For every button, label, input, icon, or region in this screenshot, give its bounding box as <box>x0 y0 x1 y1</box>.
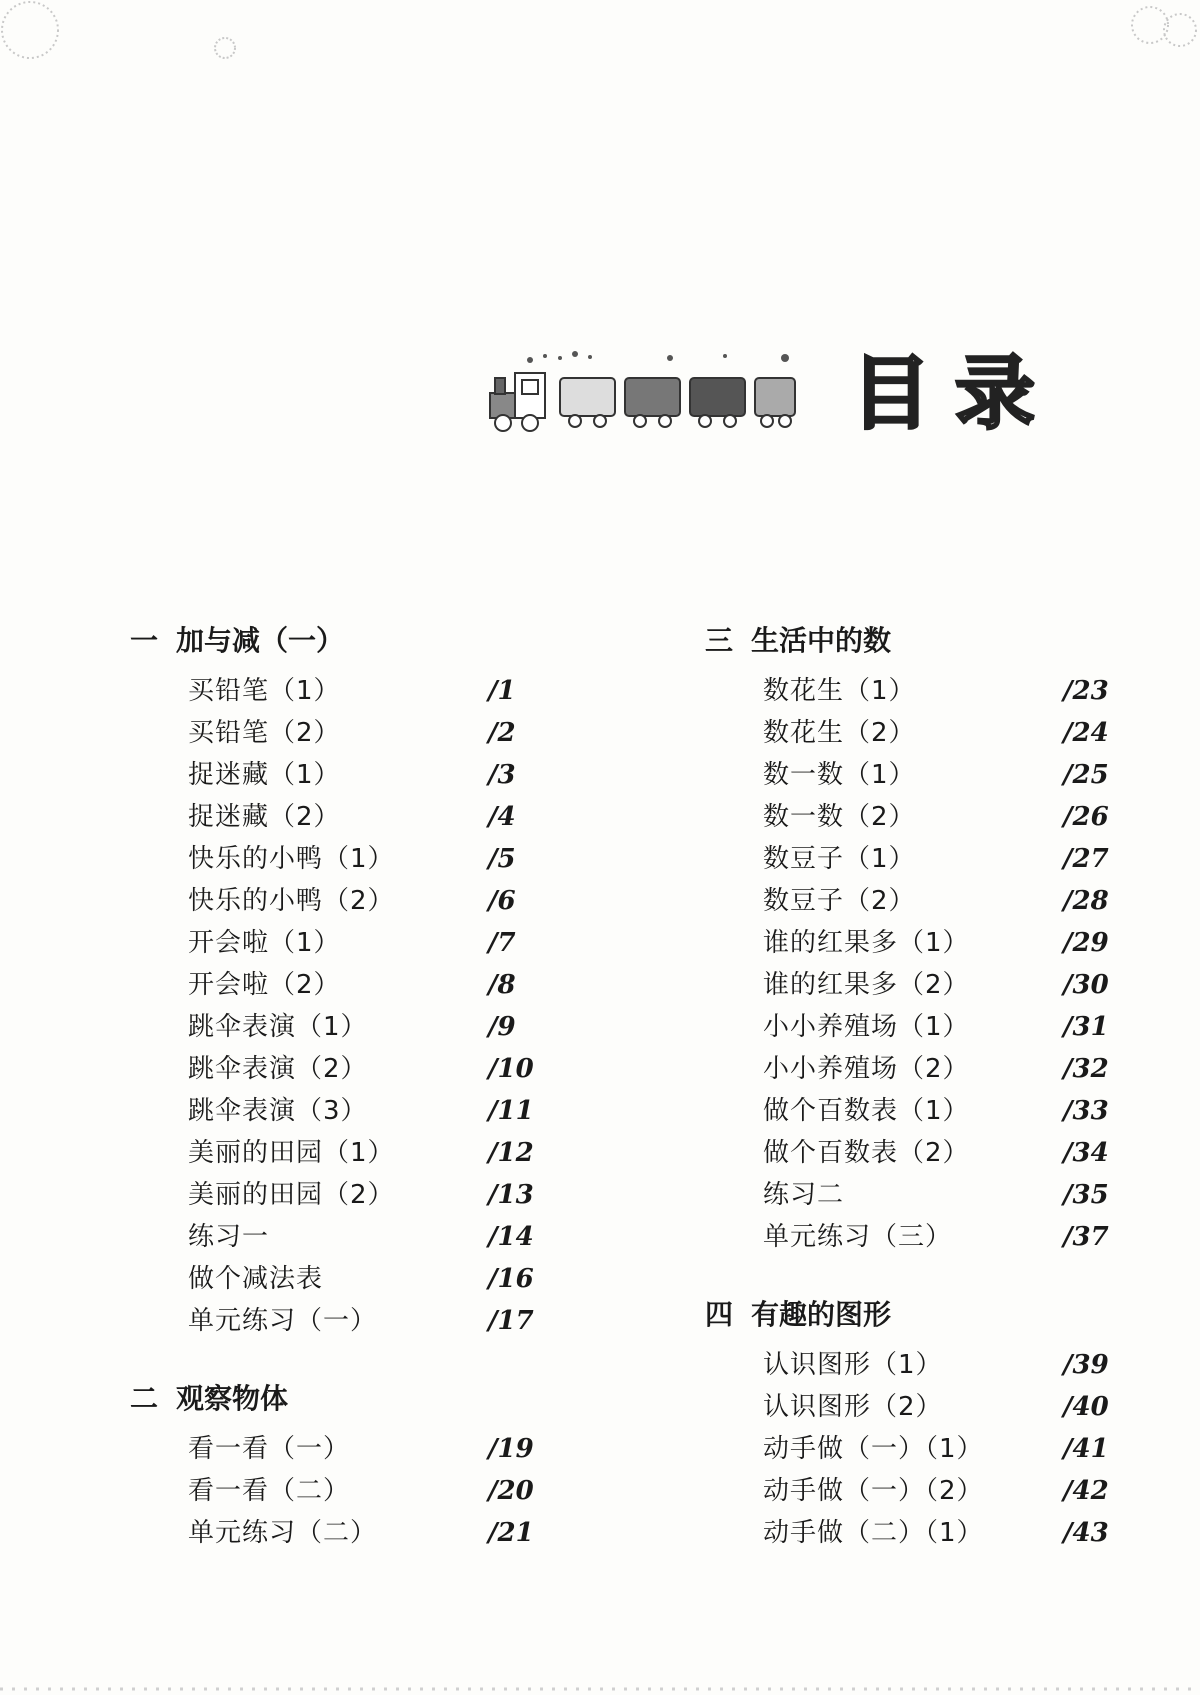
toc-header <box>485 348 1045 448</box>
toc-entry[interactable] <box>705 1428 1175 1470</box>
entry-label: 捉迷藏（1） <box>188 760 341 790</box>
entry-page: /41 <box>1063 1434 1109 1464</box>
toc-entry[interactable] <box>130 880 600 922</box>
toc-entry[interactable] <box>705 754 1175 796</box>
entry-page: /3 <box>488 760 516 790</box>
section-heading <box>130 1378 600 1420</box>
entry-label: 动手做（一）（2） <box>763 1476 984 1506</box>
entry-label: 数一数（2） <box>763 802 916 832</box>
entry-page: /23 <box>1063 676 1109 706</box>
entry-page: /30 <box>1063 970 1109 1000</box>
toc-entry[interactable] <box>130 670 600 712</box>
entry-label: 数一数（1） <box>763 760 916 790</box>
entry-page: /31 <box>1063 1012 1109 1042</box>
toc-entry[interactable] <box>705 1174 1175 1216</box>
toc-entry[interactable] <box>705 1216 1175 1258</box>
toc-section <box>130 620 600 1342</box>
toc-entry[interactable] <box>130 712 600 754</box>
entry-page: /25 <box>1063 760 1109 790</box>
entry-label: 买铅笔（2） <box>188 718 341 748</box>
train-icon <box>485 348 825 438</box>
entry-label: 单元练习（三） <box>763 1222 953 1252</box>
entry-page: /14 <box>488 1222 534 1252</box>
toc-entry[interactable] <box>705 1090 1175 1132</box>
entry-label: 动手做（二）（1） <box>763 1518 984 1548</box>
entry-page: /4 <box>488 802 516 832</box>
entry-page: /39 <box>1063 1350 1109 1380</box>
toc-entry[interactable] <box>130 1216 600 1258</box>
page-edge-noise <box>0 1681 1200 1695</box>
section-number: 二 <box>130 1382 159 1415</box>
toc-entry[interactable] <box>130 1090 600 1132</box>
entry-page: /43 <box>1063 1518 1109 1548</box>
entry-label: 小小养殖场（1） <box>763 1012 970 1042</box>
toc-entry[interactable] <box>130 1132 600 1174</box>
toc-entry[interactable] <box>705 964 1175 1006</box>
toc-entry[interactable] <box>705 1132 1175 1174</box>
section-number: 一 <box>130 624 159 657</box>
entry-label: 跳伞表演（2） <box>188 1054 368 1084</box>
toc-entry[interactable] <box>130 922 600 964</box>
section-title: 有趣的图形 <box>751 1298 892 1331</box>
entry-label: 美丽的田园（1） <box>188 1138 395 1168</box>
toc-entry[interactable] <box>705 922 1175 964</box>
entry-label: 看一看（一） <box>188 1434 351 1464</box>
toc-entry[interactable] <box>705 1470 1175 1512</box>
toc-entry[interactable] <box>705 712 1175 754</box>
entry-page: /29 <box>1063 928 1109 958</box>
entry-label: 单元练习（二） <box>188 1518 378 1548</box>
toc-entry[interactable] <box>705 670 1175 712</box>
entry-page: /26 <box>1063 802 1109 832</box>
section-number: 三 <box>705 624 734 657</box>
entry-page: /42 <box>1063 1476 1109 1506</box>
entry-page: /21 <box>488 1518 534 1548</box>
entry-page: /17 <box>488 1306 534 1336</box>
entry-label: 跳伞表演（3） <box>188 1096 368 1126</box>
section-heading <box>705 1294 1175 1336</box>
toc-entry[interactable] <box>705 1512 1175 1554</box>
entry-page: /16 <box>488 1264 534 1294</box>
entry-page: /28 <box>1063 886 1109 916</box>
toc-entry[interactable] <box>705 796 1175 838</box>
entry-page: /7 <box>488 928 516 958</box>
entry-page: /8 <box>488 970 516 1000</box>
entry-page: /40 <box>1063 1392 1109 1422</box>
toc-column-right <box>705 620 1175 1590</box>
entry-label: 开会啦（1） <box>188 928 341 958</box>
toc-entry[interactable] <box>130 1512 600 1554</box>
toc-entry[interactable] <box>705 1006 1175 1048</box>
toc-entry[interactable] <box>130 1300 600 1342</box>
entry-label: 美丽的田园（2） <box>188 1180 395 1210</box>
section-number: 四 <box>705 1298 734 1331</box>
section-title: 观察物体 <box>176 1382 289 1415</box>
toc-entry[interactable] <box>705 880 1175 922</box>
toc-section <box>130 1378 600 1554</box>
toc-section <box>705 1294 1175 1554</box>
entry-label: 练习一 <box>188 1222 270 1252</box>
toc-section <box>705 620 1175 1258</box>
entry-page: /9 <box>488 1012 516 1042</box>
entry-page: /11 <box>488 1096 534 1126</box>
entry-page: /6 <box>488 886 516 916</box>
page-title-char-1: 目 <box>851 347 931 440</box>
entry-label: 做个百数表（2） <box>763 1138 970 1168</box>
entry-label: 数花生（1） <box>763 676 916 706</box>
entry-label: 练习二 <box>763 1180 845 1210</box>
section-heading <box>705 620 1175 662</box>
toc-entry[interactable] <box>705 838 1175 880</box>
entry-label: 数豆子（1） <box>763 844 916 874</box>
toc-entry[interactable] <box>705 1048 1175 1090</box>
toc-entry[interactable] <box>130 838 600 880</box>
entry-label: 捉迷藏（2） <box>188 802 341 832</box>
entry-page: /35 <box>1063 1180 1109 1210</box>
entry-page: /1 <box>488 676 516 706</box>
toc-entry[interactable] <box>705 1344 1175 1386</box>
toc-entry[interactable] <box>130 1048 600 1090</box>
entry-label: 看一看（二） <box>188 1476 351 1506</box>
entry-label: 谁的红果多（2） <box>763 970 970 1000</box>
entry-page: /24 <box>1063 718 1109 748</box>
entry-page: /19 <box>488 1434 534 1464</box>
section-title: 生活中的数 <box>751 624 892 657</box>
entry-label: 数豆子（2） <box>763 886 916 916</box>
entry-page: /2 <box>488 718 516 748</box>
section-heading <box>130 620 600 662</box>
section-title: 加与减（一） <box>176 624 345 657</box>
toc-entry[interactable] <box>130 964 600 1006</box>
entry-label: 买铅笔（1） <box>188 676 341 706</box>
toc-entry[interactable] <box>705 1386 1175 1428</box>
entry-page: /12 <box>488 1138 534 1168</box>
toc-entry[interactable] <box>130 1174 600 1216</box>
entry-label: 做个百数表（1） <box>763 1096 970 1126</box>
entry-label: 开会啦（2） <box>188 970 341 1000</box>
entry-label: 数花生（2） <box>763 718 916 748</box>
entry-label: 认识图形（2） <box>763 1392 943 1422</box>
entry-page: /5 <box>488 844 516 874</box>
entry-page: /32 <box>1063 1054 1109 1084</box>
entry-page: /37 <box>1063 1222 1109 1252</box>
entry-label: 小小养殖场（2） <box>763 1054 970 1084</box>
entry-page: /13 <box>488 1180 534 1210</box>
entry-label: 单元练习（一） <box>188 1306 378 1336</box>
entry-page: /10 <box>488 1054 534 1084</box>
entry-label: 认识图形（1） <box>763 1350 943 1380</box>
toc-entry[interactable] <box>130 1006 600 1048</box>
toc-entry[interactable] <box>130 754 600 796</box>
entry-page: /33 <box>1063 1096 1109 1126</box>
entry-page: /20 <box>488 1476 534 1506</box>
toc-entry[interactable] <box>130 796 600 838</box>
entry-label: 快乐的小鸭（2） <box>188 886 395 916</box>
toc-entry[interactable] <box>130 1258 600 1300</box>
entry-label: 跳伞表演（1） <box>188 1012 368 1042</box>
sparkle-icon <box>1080 0 1200 70</box>
entry-label: 做个减法表 <box>188 1264 324 1294</box>
entry-label: 快乐的小鸭（1） <box>188 844 395 874</box>
entry-page: /34 <box>1063 1138 1109 1168</box>
toc-entry[interactable] <box>130 1428 600 1470</box>
entry-page: /27 <box>1063 844 1109 874</box>
toc-entry[interactable] <box>130 1470 600 1512</box>
page-title-char-2: 录 <box>955 347 1035 440</box>
toc-column-left <box>130 620 600 1590</box>
sparkle-icon <box>0 0 260 80</box>
entry-label: 谁的红果多（1） <box>763 928 970 958</box>
entry-label: 动手做（一）（1） <box>763 1434 984 1464</box>
